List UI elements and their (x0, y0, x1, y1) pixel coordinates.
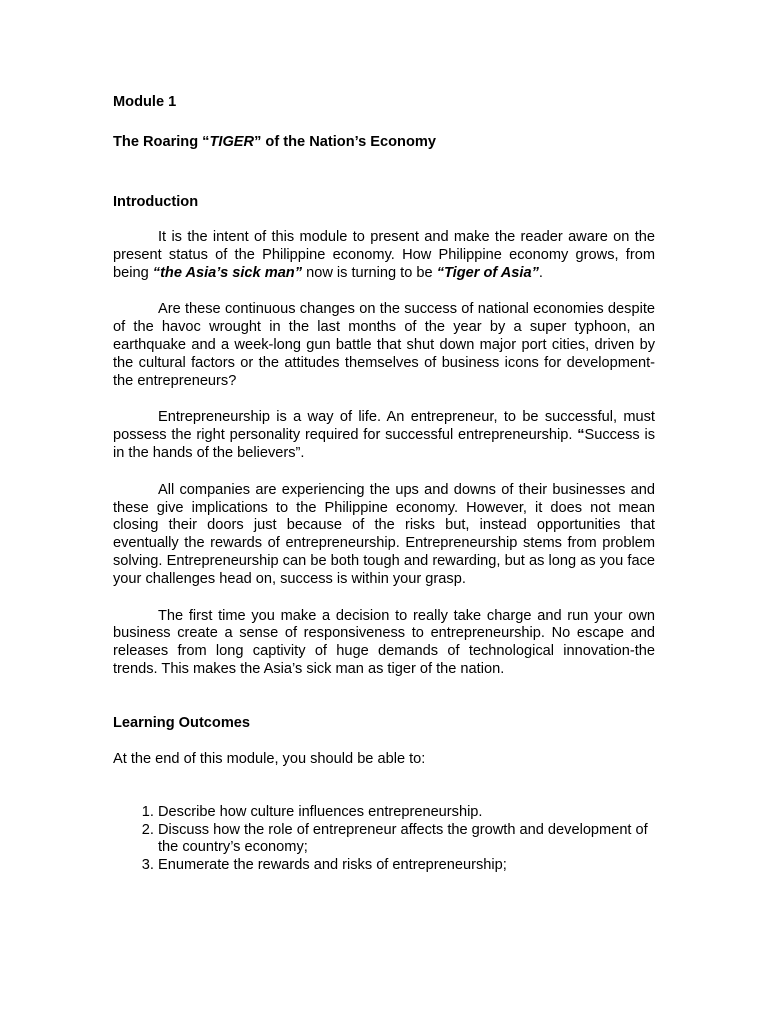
intro-paragraph-2: Are these continuous changes on the success of national economies despite of the havoc wrought in the last months of the year by a super typhoon, an earthquake and a week-long gun battle that shut down major port cities, driven by the cultural factors or the attitudes themselves of business icons for development- the entrepreneurs? (113, 301, 655, 389)
intro-p3-bold-quote: “ (577, 427, 585, 444)
intro-p1-emphasis2: “Tiger of Asia” (436, 264, 539, 281)
outcomes-list (113, 804, 655, 875)
intro-paragraph-5: The first time you make a decision to really take charge and run your own business create a sense of responsiveness to entrepreneurship. No escape and releases from long captivity of huge demands of technological innovation-the trends. This makes the Asia’s sick man as tiger of the nation. (113, 607, 655, 677)
title-post: ” of the Nation’s Economy (254, 134, 436, 150)
intro-p1-text2: now is turning to be (302, 264, 437, 281)
module-title (113, 133, 655, 151)
intro-paragraph-4: All companies are experiencing the ups and downs of their businesses and these give implications to the Philippine economy. However, it does not mean closing their doors just because of the risks but, instead opportunities that eventually the rewards of entrepreneurship. Entrepreneurship stems from problem solving. Entrepreneurship can be both tough and rewarding, but as long as you face your challenges head on, success is within your grasp. (113, 481, 655, 587)
document-page (113, 93, 655, 875)
outcome-item: 1. Describe how culture influences entrepreneurship. (158, 804, 655, 822)
title-pre: The Roaring “ (113, 134, 210, 150)
module-label: Module 1 (113, 94, 177, 110)
intro-p1-text1: It is the intent of this module to present and make the reader aware on the present status of the Philippine economy. How Philippine economy grows, from being (113, 229, 655, 281)
learning-outcomes-heading: Learning Outcomes (113, 714, 251, 731)
outcomes-intro: At the end of this module, you should be able to: (113, 750, 426, 767)
outcome-item: 3. Enumerate the rewards and risks of entrepreneurship; (158, 857, 655, 875)
intro-paragraph-1 (113, 229, 655, 282)
intro-p1-emphasis1: “the Asia’s sick man” (152, 264, 303, 281)
intro-p3-text1: Entrepreneurship is a way of life. An entrepreneur, to be successful, must possess the right personality required for successful entrepreneurship. (113, 409, 655, 444)
intro-p3-text2: Success is in the hands of the believers”. (113, 427, 655, 461)
outcome-item: 2. Discuss how the role of entrepreneur affects the growth and development of the country’s economy; (158, 822, 655, 858)
intro-paragraph-3 (113, 409, 655, 462)
introduction-heading: Introduction (113, 194, 199, 210)
title-emphasis: TIGER (209, 134, 255, 150)
intro-p1-text3: . (538, 264, 543, 281)
